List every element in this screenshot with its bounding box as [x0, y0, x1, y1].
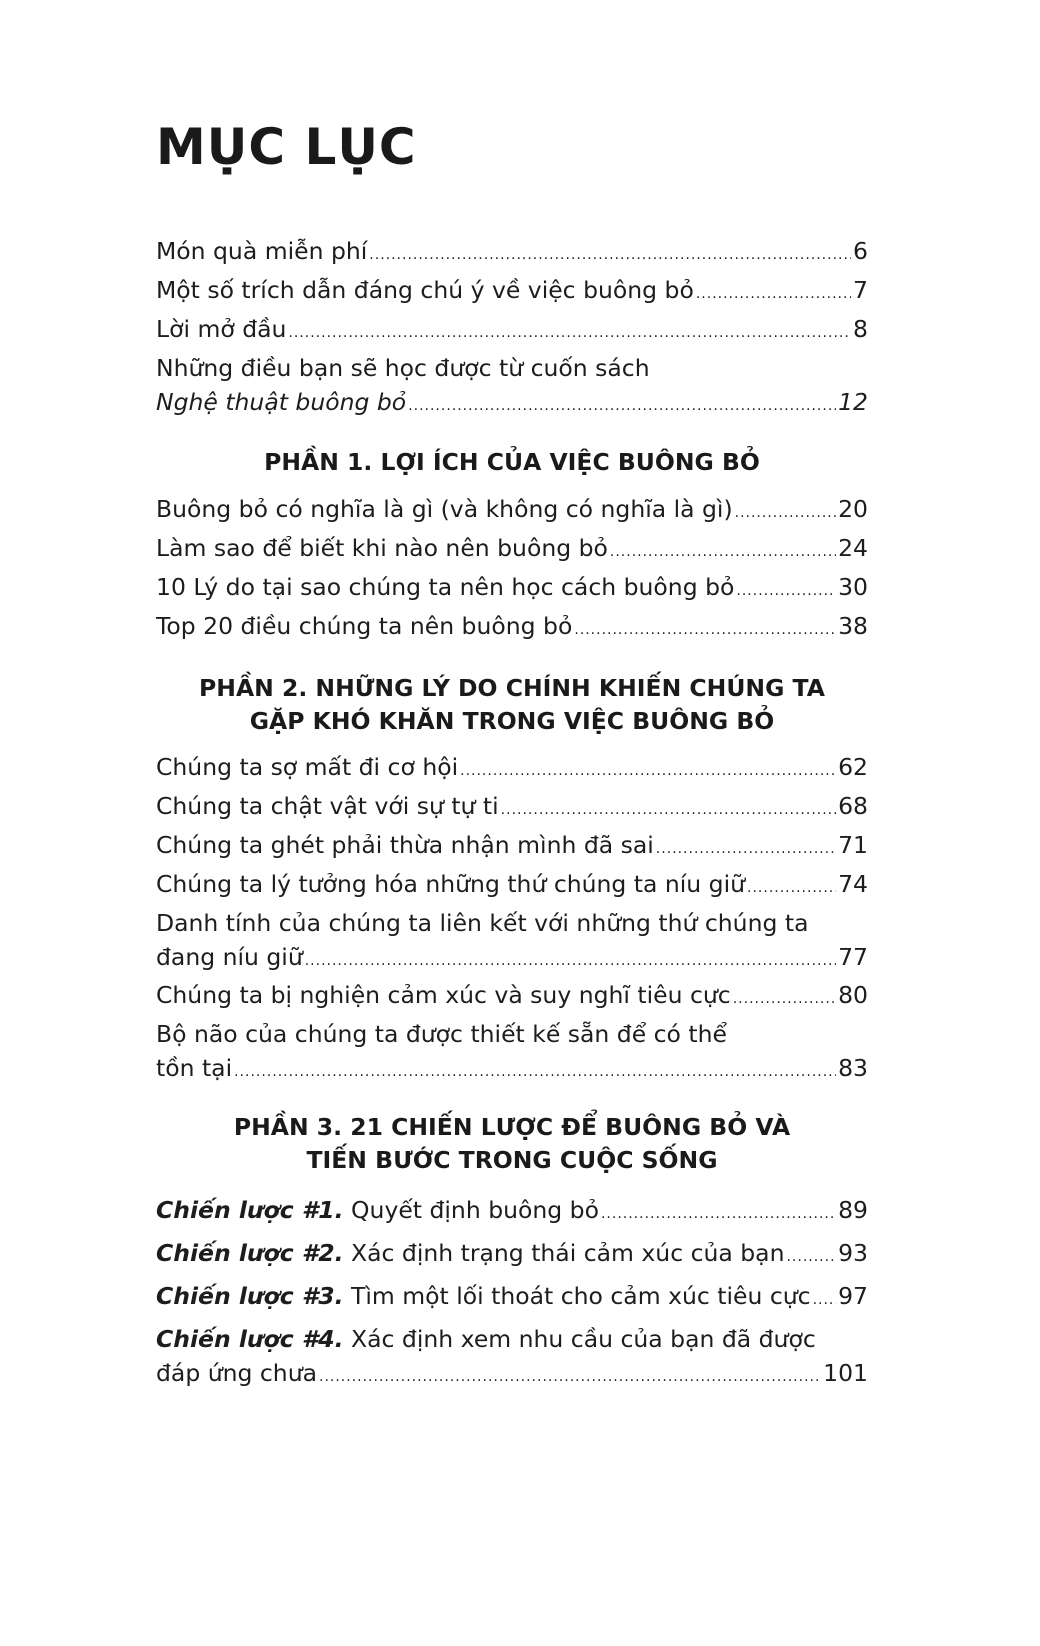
toc-entry	[156, 750, 868, 788]
toc-entry-strategy	[156, 1279, 868, 1317]
entry-title: Top 20 điều chúng ta nên buông bỏ	[156, 612, 573, 640]
entry-page: 62	[838, 753, 868, 781]
strategy-label: Chiến lược #4.	[156, 1325, 344, 1353]
entry-page: 24	[838, 534, 868, 562]
entry-title: Món quà miễn phí	[156, 237, 368, 265]
entry-title: Những điều bạn sẽ học được từ cuốn sách	[156, 354, 650, 382]
entry-title: Xác định xem nhu cầu của bạn đã được	[351, 1325, 816, 1353]
entry-title-continued: Nghệ thuật buông bỏ	[156, 388, 407, 416]
dot-leader	[319, 1360, 821, 1394]
section-heading-part2: PHẦN 2. NHỮNG LÝ DO CHÍNH KHIẾN CHÚNG TA GẶP KHÓ KHĂN TRONG VIỆC BUÔNG BỎ	[199, 674, 825, 735]
entry-page: 83	[838, 1054, 868, 1082]
dot-leader	[408, 389, 836, 423]
entry-title: Lời mở đầu	[156, 315, 287, 343]
entry-page: 77	[838, 943, 868, 971]
toc-entry	[156, 492, 868, 530]
toc-entry	[156, 828, 868, 866]
dot-leader	[656, 832, 836, 866]
entry-title: 10 Lý do tại sao chúng ta nên học cách buông bỏ	[156, 573, 735, 601]
entry-title: Chúng ta ghét phải thừa nhận mình đã sai	[156, 831, 654, 859]
dot-leader	[733, 982, 836, 1016]
entry-title: Tìm một lối thoát cho cảm xúc tiêu cực	[351, 1282, 811, 1310]
entry-page: 68	[838, 792, 868, 820]
entry-page: 20	[838, 495, 868, 523]
entry-page: 93	[838, 1239, 868, 1267]
toc-entry-strategy	[156, 1193, 868, 1231]
dot-leader	[696, 277, 851, 311]
dot-leader	[786, 1240, 836, 1274]
section-heading-part3: PHẦN 3. 21 CHIẾN LƯỢC ĐỂ BUÔNG BỎ VÀ TIẾN BƯỚC TRONG CUỘC SỐNG	[233, 1113, 791, 1174]
entry-title: Một số trích dẫn đáng chú ý về việc buông bỏ	[156, 276, 694, 304]
dot-leader	[574, 613, 836, 647]
strategy-label: Chiến lược #1.	[156, 1196, 344, 1224]
section-heading-part1: PHẦN 1. LỢI ÍCH CỦA VIỆC BUÔNG BỎ	[264, 448, 760, 476]
entry-title: Danh tính của chúng ta liên kết với những thứ chúng ta	[156, 909, 809, 937]
entry-page: 97	[838, 1282, 868, 1310]
entry-title: Chúng ta chật vật với sự tự ti	[156, 792, 499, 820]
strategy-label: Chiến lược #2.	[156, 1239, 344, 1267]
dot-leader	[234, 1055, 836, 1089]
dot-leader	[288, 316, 851, 350]
strategy-label: Chiến lược #3.	[156, 1282, 344, 1310]
entry-page: 101	[823, 1359, 868, 1387]
entry-title: Buông bỏ có nghĩa là gì (và không có nghĩa là gì)	[156, 495, 733, 523]
entry-title: Chúng ta lý tưởng hóa những thứ chúng ta níu giữ	[156, 870, 746, 898]
entry-page: 89	[838, 1196, 868, 1224]
toc-entry	[156, 570, 868, 608]
entry-title: Xác định trạng thái cảm xúc của bạn	[351, 1239, 785, 1267]
dot-leader	[610, 535, 836, 569]
toc-entry	[156, 789, 868, 827]
toc-entry	[156, 609, 868, 647]
toc-entry-strategy	[156, 1322, 868, 1394]
dot-leader	[601, 1197, 836, 1231]
entry-page: 74	[838, 870, 868, 898]
entry-page: 71	[838, 831, 868, 859]
entry-title-continued: đáp ứng chưa	[156, 1359, 317, 1387]
entry-page: 6	[853, 237, 868, 265]
entry-page: 7	[853, 276, 868, 304]
dot-leader	[501, 793, 836, 827]
toc-entry	[156, 234, 868, 272]
entry-title: Bộ não của chúng ta được thiết kế sẵn để có thể	[156, 1020, 727, 1048]
entry-title-continued: tồn tại	[156, 1054, 233, 1082]
toc-entry	[156, 1017, 868, 1089]
entry-page: 80	[838, 981, 868, 1009]
entry-page: 38	[838, 612, 868, 640]
entry-page: 30	[838, 573, 868, 601]
dot-leader	[736, 574, 836, 608]
toc-entry	[156, 978, 868, 1016]
dot-leader	[369, 238, 851, 272]
entry-page: 8	[853, 315, 868, 343]
dot-leader	[460, 754, 836, 788]
toc-entry-strategy	[156, 1236, 868, 1274]
toc-entry	[156, 312, 868, 350]
entry-title-continued: đang níu giữ	[156, 943, 303, 971]
dot-leader	[735, 496, 836, 530]
toc-entry	[156, 867, 868, 905]
entry-title: Làm sao để biết khi nào nên buông bỏ	[156, 534, 608, 562]
dot-leader	[747, 871, 836, 905]
dot-leader	[305, 944, 836, 978]
page-title: MỤC LỤC	[156, 118, 417, 176]
entry-title: Chúng ta sợ mất đi cơ hội	[156, 753, 459, 781]
toc-entry	[156, 906, 868, 978]
entry-title: Chúng ta bị nghiện cảm xúc và suy nghĩ tiêu cực	[156, 981, 731, 1009]
dot-leader	[813, 1283, 837, 1317]
toc-entry	[156, 531, 868, 569]
entry-title: Quyết định buông bỏ	[351, 1196, 599, 1224]
entry-page: 12	[838, 388, 868, 416]
toc-entry	[156, 351, 868, 423]
toc-entry	[156, 273, 868, 311]
